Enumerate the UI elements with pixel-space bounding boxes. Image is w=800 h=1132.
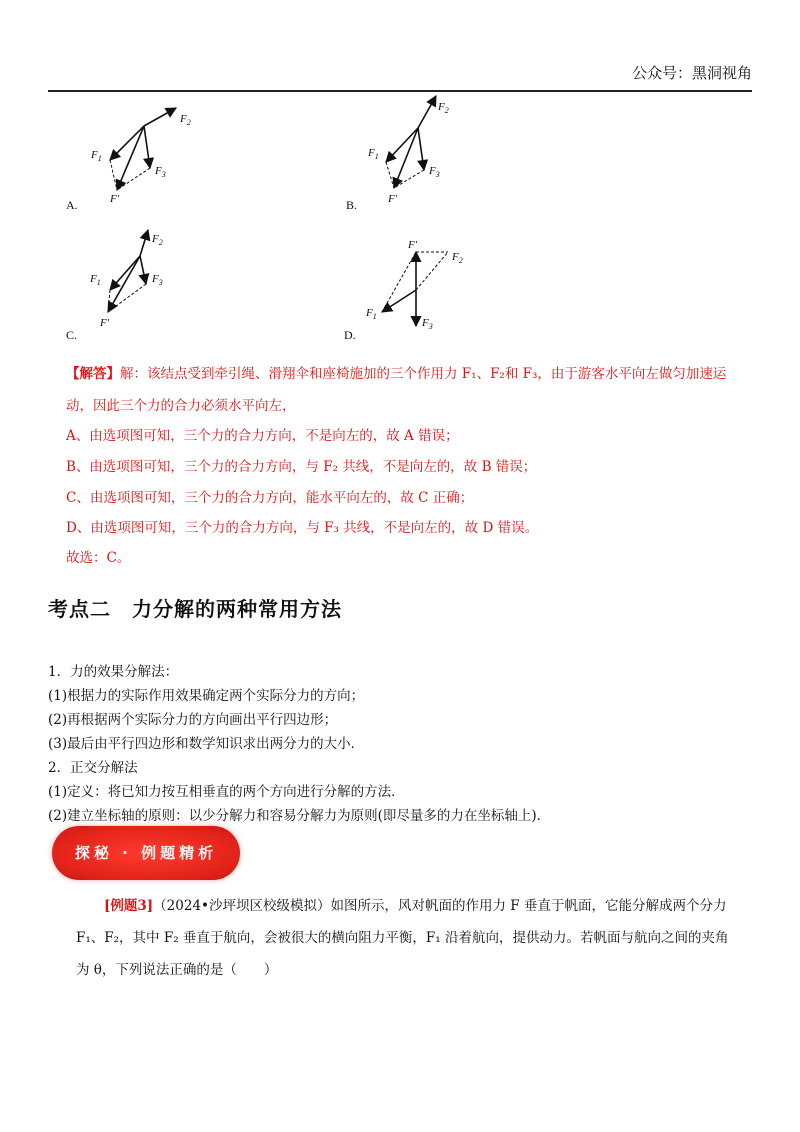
answer-text-1: 解：该结点受到牵引绳、滑翔伞和座椅施加的三个作用力 F₁、F₂和 F₃，由于游客水平向左做匀加速运 [120,366,727,382]
diagram-option-a [60,98,210,208]
label-f3: $F_3$ [429,165,440,179]
page-header [48,56,752,92]
diagram-option-d [360,234,510,334]
content-line-2: (1)根据力的实际作用效果确定两个实际分力的方向； [48,688,365,704]
example-text-1: （2024•沙坪坝区校级模拟）如图所示，风对帆面的作用力 F 垂直于帆面，它能分解成两个分力 [153,898,727,914]
label-f2: $F_2$ [438,101,449,115]
label-fprime: F′ [110,193,120,205]
answer-line-7: 故选：C。 [66,550,131,566]
label-f3: $F_3$ [422,317,433,331]
content-line-5: 2．正交分解法 [48,760,138,776]
label-f1: $F_1$ [90,273,101,287]
example-tag: [例题3] [104,898,154,914]
example-line-2: F₁、F₂，其中 F₂ 垂直于航向，会被很大的横向阻力平衡，F₁ 沿着航向，提供动力。若帆面与航向之间的夹角 [76,930,729,946]
force-arrows [110,108,176,190]
label-f2: $F_2$ [452,251,463,265]
option-b-letter: B. [346,198,358,212]
force-arrows [382,252,448,326]
label-fprime: F′ [408,239,418,251]
content-line-6: (1)定义：将已知力按互相垂直的两个方向进行分解的方法． [48,784,405,800]
content-line-1: 1．力的效果分解法： [48,664,179,680]
label-f1: $F_1$ [366,307,377,321]
header-brand: 公众号：黑洞视角 [631,64,752,82]
example-badge [52,826,240,880]
answer-line-4: B、由选项图可知，三个力的合力方向，与 F₂ 共线，不是向左的，故 B 错误； [66,459,537,475]
option-c-letter: C. [66,328,78,342]
label-fprime: F′ [100,317,110,329]
label-f2: $F_2$ [152,233,163,247]
label-f3: $F_3$ [152,273,163,287]
answer-line-6: D、由选项图可知，三个力的合力方向，与 F₃ 共线，不是向左的，故 D 错误。 [66,520,539,536]
diagram-option-b [350,90,500,210]
answer-tag: 【解答】 [66,366,120,382]
answer-line-1 [66,362,726,382]
content-line-3: (2)再根据两个实际分力的方向画出平行四边形； [48,712,338,728]
label-f1: $F_1$ [368,147,379,161]
content-line-4: (3)最后由平行四边形和数学知识求出两分力的大小． [48,736,365,752]
content-line-7: (2)建立坐标轴的原则：以少分解力和容易分解力为原则(即尽量多的力在坐标轴上)． [48,808,551,824]
example-line-1 [104,894,726,914]
answer-line-2: 动，因此三个力的合力必须水平向左， [66,398,296,414]
badge-text: 探秘 · 例题精析 [74,844,218,862]
answer-line-3: A、由选项图可知，三个力的合力方向，不是向左的，故 A 错误； [66,428,459,444]
label-f1: $F_1$ [91,149,102,163]
section-title: 考点二 力分解的两种常用方法 [48,597,342,621]
label-f3: $F_3$ [155,165,166,179]
option-d-letter: D. [344,328,356,342]
diagram-option-c [70,226,220,336]
label-fprime: F′ [388,193,398,205]
label-f2: $F_2$ [180,113,191,127]
force-arrows [108,230,148,312]
option-a-letter: A. [66,198,78,212]
answer-line-5: C、由选项图可知，三个力的合力方向，能水平向左的，故 C 正确； [66,490,474,506]
example-line-3: 为 θ，下列说法正确的是（ ） [76,962,278,978]
